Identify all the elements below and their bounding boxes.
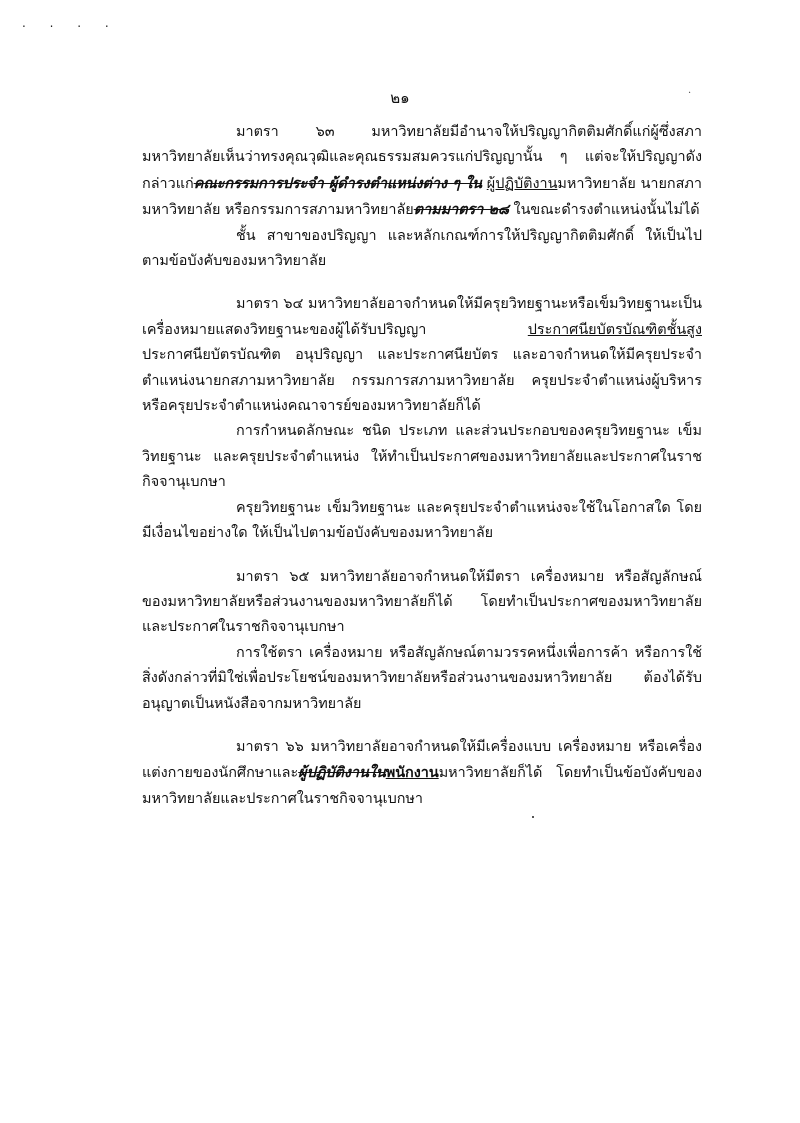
section-64-paragraph-3: ครุยวิทยฐานะ เข็มวิทยฐานะ และครุยประจำตำแหน่งจะใช้ในโอกาสใด โดยมีเงื่อนไขอย่างใด ให้เป็นไปตามข้อบังคับของมหาวิทยาลัย [142, 499, 702, 542]
section-64-paragraph-1: มาตรา ๖๔ มหาวิทยาลัยอาจกำหนดให้มีครุยวิทยฐานะหรือเข็มวิทยฐานะเป็นเครื่องหมายแสดงวิทยฐานะของผู้ได้รับปริญญา ประกาศนียบัตรบัณฑิตชั้นสูง ประกาศนียบัตรบัณฑิต อนุปริญญา และประกาศนียบัตร และอาจกำหนดให้มีครุยประจำตำแหน่งนายกสภามหาวิทยาลัย กรรมการสภามหาวิทยาลัย ครุยประจำตำแหน่งผู้บริหาร หรือครุยประจำตำแหน่งคณาจารย์ของมหาวิทยาลัยก็ได้ [142, 296, 702, 415]
section-63-paragraph-2: ชั้น สาขาของปริญญา และหลักเกณฑ์การให้ปริญญากิตติมศักดิ์ ให้เป็นไปตามข้อบังคับของมหาวิทยาลัย [142, 227, 702, 270]
stray-tick-mark: · [688, 88, 692, 99]
page-number: ๒๑ [390, 89, 410, 107]
underlined-insertion: ผู้ปฏิบัติงาน [486, 175, 558, 192]
section-65-paragraph-2: การใช้ตรา เครื่องหมาย หรือสัญลักษณ์ตามวรรคหนึ่งเพื่อการค้า หรือการใช้สิ่งดังกล่าวที่มิใช่เพื่อประโยชน์ของมหาวิทยาลัยหรือส่วนงานของมหาวิทยาลัย ต้องได้รับอนุญาตเป็นหนังสือจากมหาวิทยาลัย [142, 644, 702, 712]
section-63-paragraph-1: มาตรา ๖๓ มหาวิทยาลัยมีอำนาจให้ปริญญากิตติมศักดิ์แก่ผู้ซึ่งสภามหาวิทยาลัยเห็นว่าทรงคุณวุฒิและคุณธรรมสมควรแก่ปริญญานั้น ๆ แต่จะให้ปริญญาดังกล่าวแก่คณะกรรมการประจำ ผู้ดำรงตำแหน่งต่าง ๆ ใน ผู้ปฏิบัติงานมหาวิทยาลัย นายกสภามหาวิทยาลัย หรือกรรมการสภามหาวิทยาลัยตามมาตรา ๒๘ ในขณะดำรงตำแหน่งนั้นไม่ได้ [142, 124, 702, 219]
document-body [142, 120, 702, 812]
underlined-insertion: พนักงาน [385, 764, 439, 782]
struck-text: คณะกรรมการประจำ ผู้ดำรงตำแหน่งต่าง ๆ ใน [193, 174, 482, 192]
scan-corner-marks: . . . . [22, 16, 119, 30]
section-65-paragraph-1: มาตรา ๖๕ มหาวิทยาลัยอาจกำหนดให้มีตรา เครื่องหมาย หรือสัญลักษณ์ของมหาวิทยาลัยหรือส่วนงานของมหาวิทยาลัยก็ได้ โดยทำเป็นประกาศของมหาวิทยาลัยและประกาศในราชกิจจานุเบกษา [142, 568, 702, 636]
scan-speck [532, 816, 534, 818]
section-64-paragraph-2: การกำหนดลักษณะ ชนิด ประเภท และส่วนประกอบของครุยวิทยฐานะ เข็มวิทยฐานะ และครุยประจำตำแหน่ง ให้ทำเป็นประกาศของมหาวิทยาลัยและประกาศในราชกิจจานุเบกษา [142, 423, 702, 491]
struck-text: ตามมาตรา ๒๘ [413, 201, 509, 219]
struck-text: ผู้ปฏิบัติงานใน [298, 764, 386, 782]
section-66-paragraph-1: มาตรา ๖๖ มหาวิทยาลัยอาจกำหนดให้มีเครื่องแบบ เครื่องหมาย หรือเครื่องแต่งกายของนักศึกษาและผู้ปฏิบัติงานในพนักงานมหาวิทยาลัยก็ได้ โดยทำเป็นข้อบังคับของมหาวิทยาลัยและประกาศในราชกิจจานุเบกษา [142, 738, 702, 807]
underlined-insertion: ประกาศนียบัตรบัณฑิตชั้นสูง [527, 321, 702, 338]
